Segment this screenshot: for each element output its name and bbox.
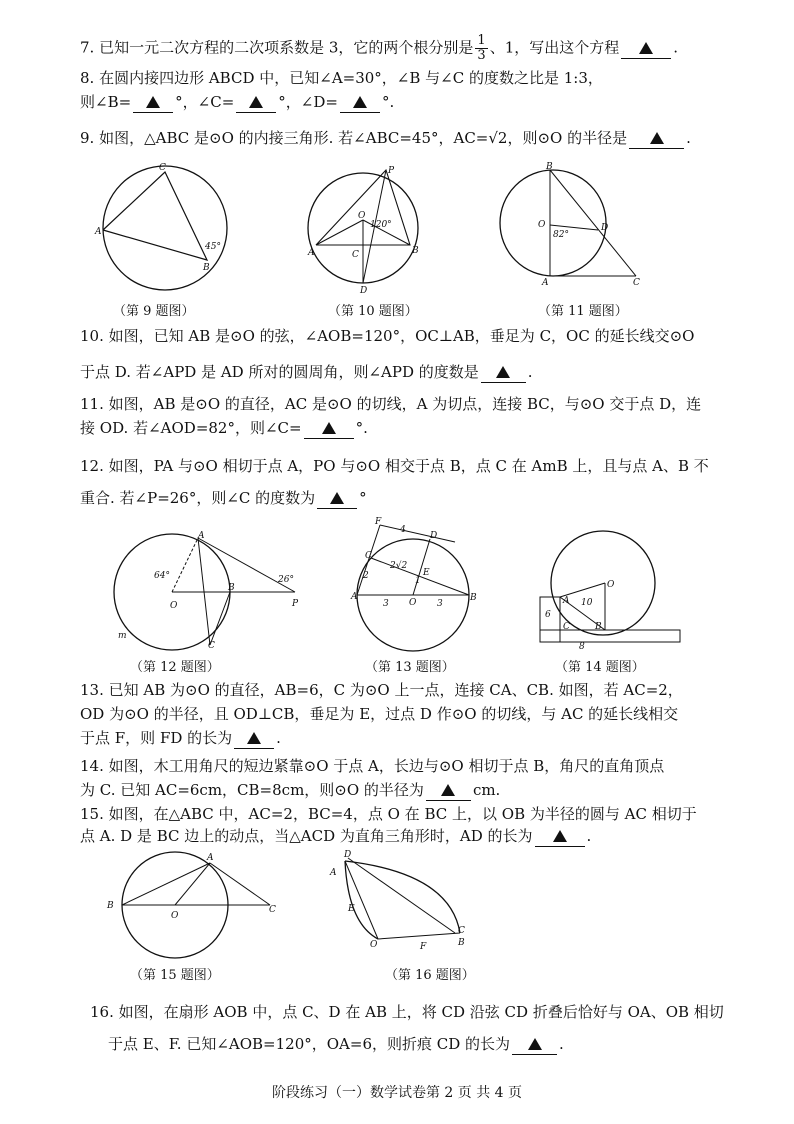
svg-text:C: C bbox=[563, 622, 570, 632]
svg-text:A: A bbox=[198, 531, 205, 541]
svg-text:4: 4 bbox=[400, 525, 406, 535]
svg-text:D: D bbox=[360, 286, 368, 296]
caption-11: （第 11 题图） bbox=[538, 304, 628, 319]
svg-text:3: 3 bbox=[383, 599, 389, 609]
answer-blank bbox=[133, 92, 173, 113]
svg-text:C: C bbox=[352, 250, 359, 260]
question-10-line2: 于点 D. 若∠APD 是 AD 所对的圆周角，则∠APD 的度数是 . bbox=[80, 363, 533, 381]
triangle-icon bbox=[441, 784, 455, 796]
svg-text:P: P bbox=[388, 166, 395, 176]
figure-13 bbox=[345, 517, 485, 650]
svg-text:A: A bbox=[542, 278, 549, 288]
svg-text:1: 1 bbox=[415, 576, 421, 586]
svg-text:D: D bbox=[601, 223, 609, 233]
svg-text:64°: 64° bbox=[154, 571, 170, 581]
triangle-icon bbox=[650, 132, 664, 144]
svg-text:B: B bbox=[412, 246, 419, 256]
answer-blank bbox=[629, 128, 684, 149]
figure-12 bbox=[110, 530, 310, 660]
svg-text:F: F bbox=[375, 517, 382, 527]
svg-text:O: O bbox=[171, 911, 179, 921]
svg-text:A: A bbox=[308, 248, 315, 258]
svg-text:A: A bbox=[330, 868, 337, 878]
question-8-line1: 8. 在圆内接四边形 ABCD 中，已知∠A=30°，∠B 与∠C 的度数之比是 1:3， bbox=[80, 69, 603, 87]
figure-9 bbox=[95, 165, 235, 295]
svg-text:D: D bbox=[344, 850, 352, 860]
question-16-line2: 于点 E、F. 已知∠AOB=120°，OA=6，则折痕 CD 的长为 . bbox=[108, 1035, 564, 1053]
svg-text:C: C bbox=[208, 641, 215, 651]
triangle-icon bbox=[322, 422, 336, 434]
svg-text:B: B bbox=[228, 583, 235, 593]
svg-text:C: C bbox=[269, 905, 276, 915]
svg-text:O: O bbox=[358, 211, 366, 221]
figure-15 bbox=[105, 850, 285, 960]
question-13-line2: OD 为⊙O 的半径，且 OD⊥CB，垂足为 E，过点 D 作⊙O 的切线，与 AC 的延长线相交 bbox=[80, 705, 679, 723]
answer-blank bbox=[621, 38, 671, 59]
caption-13: （第 13 题图） bbox=[365, 660, 455, 675]
triangle-icon bbox=[528, 1038, 542, 1050]
answer-blank bbox=[426, 780, 471, 801]
triangle-icon bbox=[247, 732, 261, 744]
question-16-line1: 16. 如图，在扇形 AOB 中，点 C、D 在 AB 上，将 CD 沿弦 CD 折叠后恰好与 OA、OB 相切 bbox=[90, 1003, 724, 1021]
caption-9: （第 9 题图） bbox=[113, 304, 195, 319]
page-footer: 阶段练习（一）数学试卷第 2 页 共 4 页 bbox=[271, 1085, 523, 1101]
triangle-icon bbox=[353, 96, 367, 108]
caption-14: （第 14 题图） bbox=[555, 660, 645, 675]
question-11-line1: 11. 如图，AB 是⊙O 的直径，AC 是⊙O 的切线，A 为切点，连接 BC，与⊙O 交于点 D，连 bbox=[80, 395, 702, 413]
svg-text:C: C bbox=[458, 926, 465, 936]
question-14-line2: 为 C. 已知 AC=6cm，CB=8cm，则⊙O 的半径为 cm. bbox=[80, 781, 501, 799]
answer-blank bbox=[317, 488, 357, 509]
triangle-icon bbox=[249, 96, 263, 108]
answer-blank bbox=[340, 92, 380, 113]
triangle-icon bbox=[639, 42, 653, 54]
svg-text:F: F bbox=[420, 942, 427, 952]
svg-text:B: B bbox=[470, 593, 477, 603]
svg-text:D: D bbox=[430, 531, 438, 541]
figure-14 bbox=[535, 525, 685, 655]
svg-text:O: O bbox=[607, 580, 615, 590]
question-15-line2: 点 A. D 是 BC 边上的动点，当△ACD 为直角三角形时，AD 的长为 . bbox=[80, 827, 592, 845]
question-10-line1: 10. 如图，已知 AB 是⊙O 的弦，∠AOB=120°，OC⊥AB，垂足为 C，OC 的延长线交⊙O bbox=[80, 327, 695, 345]
svg-text:C: C bbox=[365, 551, 372, 561]
svg-text:O: O bbox=[370, 940, 378, 950]
svg-text:2: 2 bbox=[363, 571, 369, 581]
triangle-icon bbox=[330, 492, 344, 504]
caption-10: （第 10 题图） bbox=[328, 304, 418, 319]
svg-text:10: 10 bbox=[581, 598, 593, 608]
triangle-icon bbox=[496, 366, 510, 378]
question-13-line1: 13. 已知 AB 为⊙O 的直径，AB=6，C 为⊙O 上一点，连接 CA、CB. 如图，若 AC=2， bbox=[80, 681, 683, 699]
triangle-icon bbox=[553, 830, 567, 842]
svg-text:O: O bbox=[170, 601, 178, 611]
caption-15: （第 15 题图） bbox=[130, 968, 220, 983]
figure-16 bbox=[330, 850, 480, 963]
answer-blank bbox=[512, 1034, 557, 1055]
caption-16: （第 16 题图） bbox=[385, 968, 475, 983]
svg-text:B: B bbox=[458, 938, 465, 948]
figure-10 bbox=[308, 165, 428, 295]
label-C: C bbox=[159, 163, 166, 173]
svg-text:B: B bbox=[595, 622, 602, 632]
caption-12: （第 12 题图） bbox=[130, 660, 220, 675]
svg-text:A: A bbox=[207, 853, 214, 863]
svg-text:3: 3 bbox=[437, 599, 443, 609]
svg-text:6: 6 bbox=[545, 610, 551, 620]
svg-text:O: O bbox=[409, 598, 417, 608]
svg-text:120°: 120° bbox=[370, 220, 392, 230]
answer-blank bbox=[481, 362, 526, 383]
svg-text:26°: 26° bbox=[278, 575, 294, 585]
svg-text:2√2: 2√2 bbox=[390, 561, 408, 571]
svg-text:B: B bbox=[107, 901, 114, 911]
label-A: A bbox=[95, 227, 102, 237]
svg-text:O: O bbox=[538, 220, 546, 230]
svg-text:C: C bbox=[633, 278, 640, 288]
svg-text:A: A bbox=[351, 592, 358, 602]
angle-label: 45° bbox=[205, 242, 221, 252]
triangle-icon bbox=[146, 96, 160, 108]
question-7: 7. 已知一元二次方程的二次项系数是 3，它的两个根分别是 $\frac{1}{3}$ 、1，写出这个方程 . bbox=[80, 33, 679, 63]
question-14-line1: 14. 如图，木工用角尺的短边紧靠⊙O 于点 A，长边与⊙O 相切于点 B，角尺的直角顶点 bbox=[80, 757, 665, 775]
svg-text:A: A bbox=[563, 596, 570, 606]
svg-text:8: 8 bbox=[579, 642, 585, 652]
svg-text:B: B bbox=[546, 162, 553, 172]
svg-text:P: P bbox=[292, 599, 299, 609]
figure-11 bbox=[498, 162, 648, 295]
answer-blank bbox=[234, 728, 274, 749]
fraction: $\frac{1}{3}$ bbox=[477, 33, 486, 63]
question-11-line2: 接 OD. 若∠AOD=82°，则∠C= °. bbox=[80, 419, 368, 437]
svg-text:E: E bbox=[423, 568, 430, 578]
answer-blank bbox=[304, 418, 354, 439]
answer-blank bbox=[236, 92, 276, 113]
question-12-line2: 重合. 若∠P=26°，则∠C 的度数为 ° bbox=[80, 489, 367, 507]
question-8-line2: 则∠B= °，∠C= °，∠D= °. bbox=[80, 93, 395, 111]
question-13-line3: 于点 F，则 FD 的长为 . bbox=[80, 729, 281, 747]
svg-text:E: E bbox=[348, 904, 355, 914]
question-15-line1: 15. 如图，在△ABC 中，AC=2，BC=4，点 O 在 BC 上，以 OB 为半径的圆与 AC 相切于 bbox=[80, 805, 697, 823]
svg-text:m: m bbox=[118, 631, 127, 641]
answer-blank bbox=[535, 826, 585, 847]
question-9: 9. 如图，△ABC 是⊙O 的内接三角形. 若∠ABC=45°，AC=√2，则⊙O 的半径是 . bbox=[80, 129, 691, 147]
question-12-line1: 12. 如图，PA 与⊙O 相切于点 A，PO 与⊙O 相交于点 B，点 C 在 AmB 上，且与点 A、B 不 bbox=[80, 457, 709, 475]
svg-text:82°: 82° bbox=[553, 230, 569, 240]
label-B: B bbox=[203, 263, 210, 273]
